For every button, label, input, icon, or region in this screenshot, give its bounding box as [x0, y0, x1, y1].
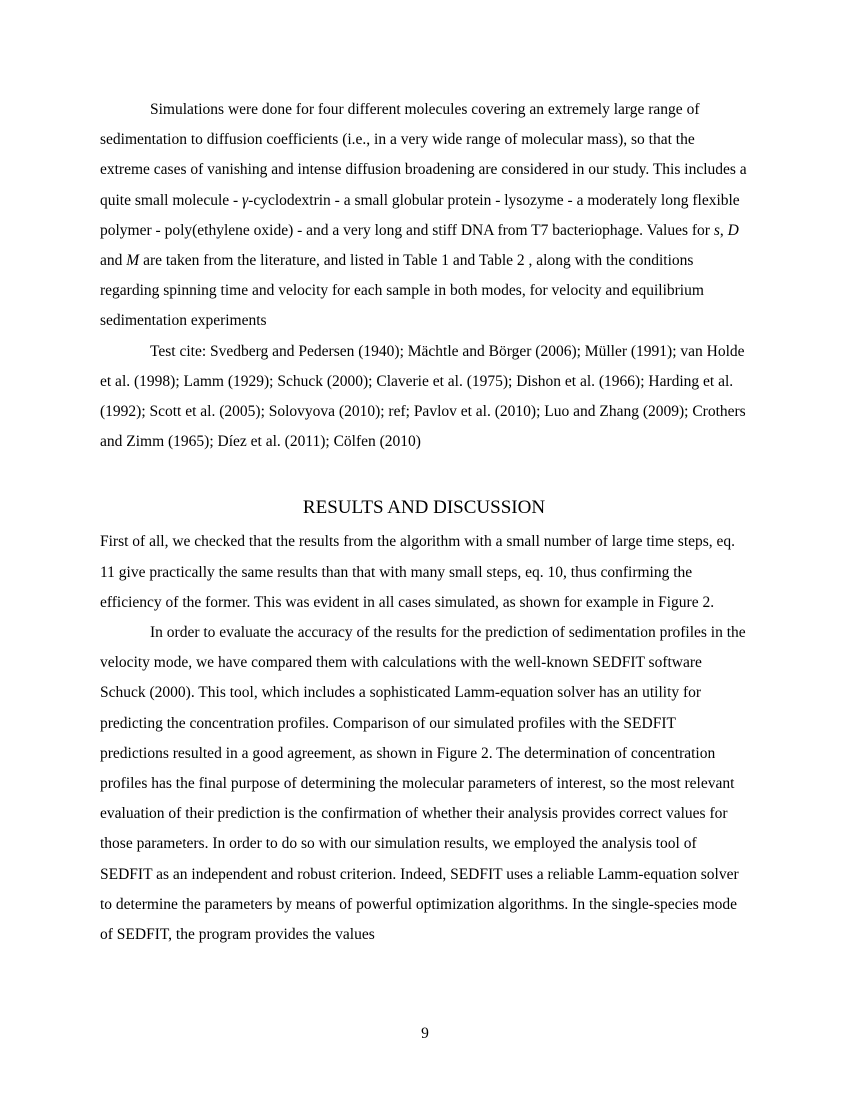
paragraph-simulations-text-1: Simulations were done for four different molecules covering an extremely large range of sedimentation to diffusion coefficients (i.e., in a very wide range of molecular mass), so that the extreme cases of vanishing and intense diffusion broadening are considered in our study. This includes a quite small molecule - — [100, 101, 747, 209]
variable-d: D — [727, 221, 739, 239]
page-number: 9 — [421, 1025, 429, 1042]
paragraph-simulations-text-2: -cyclodextrin - a small globular protein - lysozyme - a moderately long flexible polymer - poly(ethylene oxide) - and a very long and stiff DNA from T7 bacteriophage. Values for — [100, 191, 740, 239]
paragraph-simulations-text-3: are taken from the literature, and listed in Table 1 and Table 2 , along with the conditions regarding spinning time and velocity for each sample in both modes, for velocity and equilibrium sedimentation experiments — [100, 252, 704, 330]
paragraph-simulations — [100, 95, 748, 337]
separator-and: and — [100, 252, 127, 270]
paragraph-first-of-all: First of all, we checked that the results from the algorithm with a small number of large time steps, eq. 11 give practically the same results than that with many small steps, eq. 10, thus confirming the efficiency of the former. This was evident in all cases simulated, as shown for example in Figure 2. — [100, 533, 736, 611]
paragraph-evaluate-accuracy: In order to evaluate the accuracy of the results for the prediction of sedimentation profiles in the velocity mode, we have compared them with calculations with the well-known SEDFIT software Schuck (2000). This tool, which includes a sophisticated Lamm-equation solver has an utility for predicting the concentration profiles. Comparison of our simulated profiles with the SEDFIT predictions resulted in a good agreement, as shown in Figure 2. The determination of concentration profiles has the final purpose of determining the molecular parameters of interest, so the most relevant evaluation of their prediction is the confirmation of whether their analysis provides correct values for those parameters. In order to do so with our simulation results, we employed the analysis tool of SEDFIT as an independent and robust criterion. Indeed, SEDFIT uses a reliable Lamm-equation solver to determine the parameters by means of powerful optimization algorithms. In the single-species mode of SEDFIT, the program provides the values — [100, 624, 746, 944]
variable-m: M — [126, 252, 140, 270]
page-body — [100, 95, 748, 950]
paragraph-test-cite: Test cite: Svedberg and Pedersen (1940); Mächtle and Börger (2006); Müller (1991); van Holde et al. (1998); Lamm (1929); Schuck (2000); Claverie et al. (1975); Dishon et al. (1966); Harding et al. (1992); Scott et al. (2005); Solovyova (2010); ref; Pavlov et al. (2010); Luo and Zhang (2009); Crothers and Zimm (1965); Díez et al. (2011); Cölfen (2010) — [100, 342, 746, 451]
separator-comma: , — [719, 221, 728, 239]
section-heading: RESULTS AND DISCUSSION — [302, 497, 546, 519]
variable-s: s — [713, 221, 720, 239]
gamma-symbol: γ — [242, 191, 249, 209]
